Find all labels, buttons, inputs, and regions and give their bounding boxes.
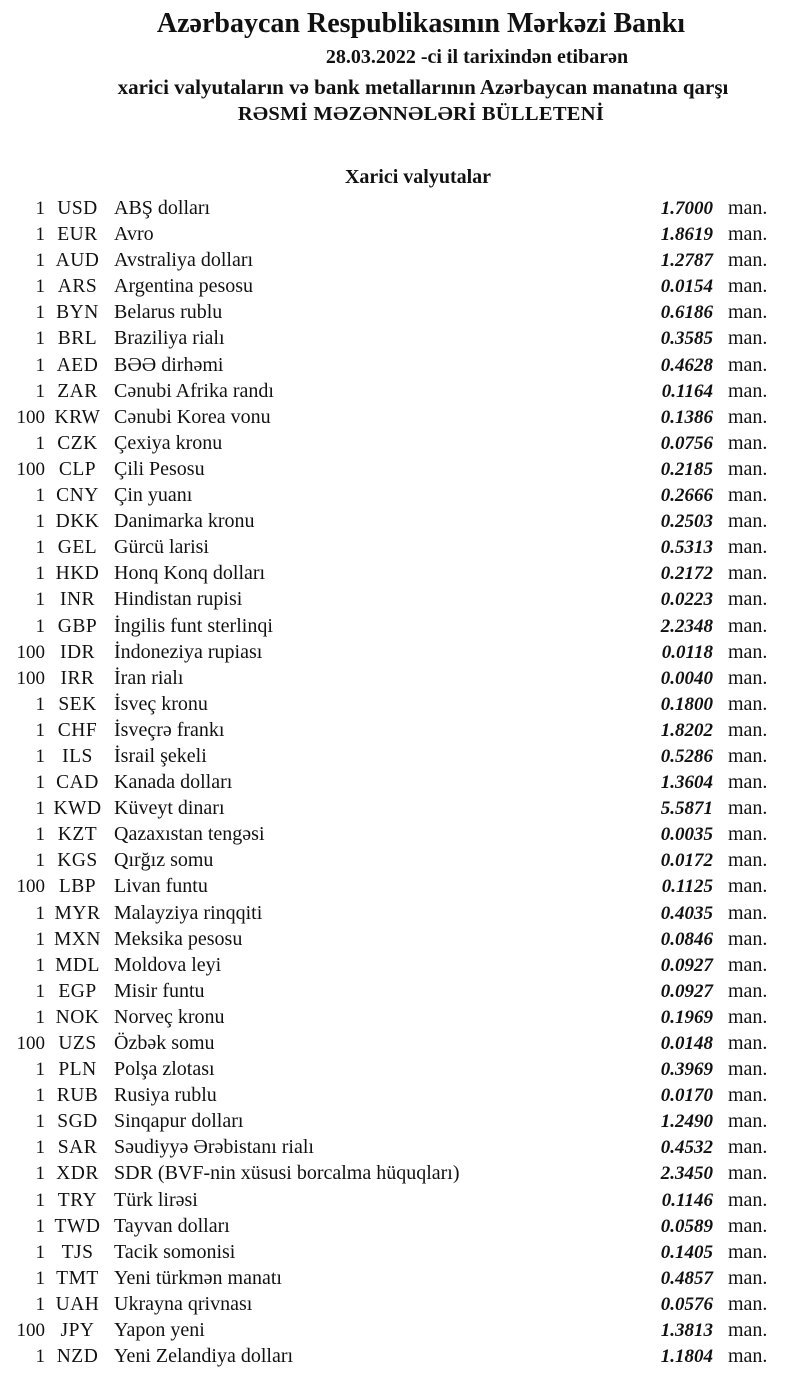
currency-name-cell: Qırğız somu xyxy=(114,849,214,872)
rate-value-cell: 0.1164 xyxy=(661,380,713,402)
manat-unit-cell: man. xyxy=(728,405,768,428)
exchange-rate-row xyxy=(0,1343,800,1369)
exchange-rate-row xyxy=(0,743,800,769)
exchange-rate-row xyxy=(0,795,800,821)
currency-code-cell: TMT xyxy=(56,1267,99,1289)
manat-unit-cell: man. xyxy=(728,640,768,663)
manat-unit-cell: man. xyxy=(728,1005,768,1028)
currency-name-cell: Çexiya kronu xyxy=(114,431,223,454)
bulletin-title: RƏSMİ MƏZƏNNƏLƏRİ BÜLLETENİ xyxy=(237,103,605,125)
currency-name-cell: Çin yuanı xyxy=(114,484,193,507)
currency-code-cell: ILS xyxy=(62,745,93,767)
quantity-cell: 1 xyxy=(35,276,45,298)
rate-value-cell: 1.3813 xyxy=(660,1320,713,1342)
quantity-cell: 1 xyxy=(35,1189,45,1211)
manat-unit-cell: man. xyxy=(728,536,768,559)
manat-unit-cell: man. xyxy=(728,484,768,507)
currency-code-cell: CHF xyxy=(57,719,98,741)
manat-unit-cell: man. xyxy=(728,1136,768,1159)
quantity-cell: 1 xyxy=(35,798,45,820)
manat-unit-cell: man. xyxy=(728,692,768,715)
exchange-rate-row xyxy=(0,195,800,221)
rate-value-cell: 0.1125 xyxy=(661,876,713,898)
currency-code-cell: CLP xyxy=(58,458,97,480)
rate-value-cell: 0.1405 xyxy=(660,1241,713,1263)
currency-name-cell: Çili Pesosu xyxy=(114,457,205,480)
currency-name-cell: Argentina pesosu xyxy=(114,275,254,298)
exchange-rate-row xyxy=(0,1265,800,1291)
currency-code-cell: KRW xyxy=(54,406,101,428)
exchange-rate-row xyxy=(0,900,800,926)
manat-unit-cell: man. xyxy=(728,249,768,272)
currency-name-cell: Tayvan dolları xyxy=(114,1214,230,1237)
currency-code-cell: LBP xyxy=(58,876,97,898)
manat-unit-cell: man. xyxy=(728,1266,768,1289)
manat-unit-cell: man. xyxy=(728,431,768,454)
currency-code-cell: TWD xyxy=(54,1215,101,1237)
currency-code-cell: SGD xyxy=(57,1111,98,1133)
currency-name-cell: Moldova leyi xyxy=(114,953,222,976)
rate-value-cell: 0.1800 xyxy=(660,693,713,715)
section-title-foreign-currencies: Xarici valyutalar xyxy=(344,166,492,188)
currency-code-cell: HKD xyxy=(55,563,100,585)
currency-code-cell: EGP xyxy=(58,980,97,1002)
manat-unit-cell: man. xyxy=(728,275,768,298)
exchange-rate-row xyxy=(0,482,800,508)
manat-unit-cell: man. xyxy=(728,1058,768,1081)
rate-value-cell: 1.2787 xyxy=(660,250,713,272)
manat-unit-cell: man. xyxy=(728,353,768,376)
rate-value-cell: 0.4035 xyxy=(660,902,713,924)
exchange-rate-row xyxy=(0,1239,800,1265)
quantity-cell: 1 xyxy=(35,1215,45,1237)
exchange-rate-row xyxy=(0,952,800,978)
currency-code-cell: TJS xyxy=(61,1241,94,1263)
currency-code-cell: SAR xyxy=(57,1137,98,1159)
currency-code-cell: NZD xyxy=(56,1346,99,1368)
rate-value-cell: 0.2666 xyxy=(660,485,713,507)
exchange-rate-row xyxy=(0,1056,800,1082)
currency-code-cell: KZT xyxy=(57,824,98,846)
rate-value-cell: 0.2172 xyxy=(660,563,713,585)
quantity-cell: 1 xyxy=(35,302,45,324)
currency-name-cell: İsrail şekeli xyxy=(114,744,207,767)
currency-code-cell: MXN xyxy=(53,928,101,950)
currency-name-cell: Polşa zlotası xyxy=(114,1058,215,1081)
rate-value-cell: 0.1146 xyxy=(661,1189,713,1211)
quantity-cell: 1 xyxy=(35,902,45,924)
exchange-rate-row xyxy=(0,639,800,665)
exchange-rate-row xyxy=(0,1030,800,1056)
currency-name-cell: Avstraliya dolları xyxy=(114,249,254,272)
quantity-cell: 1 xyxy=(35,432,45,454)
manat-unit-cell: man. xyxy=(728,849,768,872)
currency-name-cell: Honq Konq dolları xyxy=(114,562,266,585)
exchange-rate-row xyxy=(0,926,800,952)
currency-name-cell: Misir funtu xyxy=(114,979,205,1002)
rate-value-cell: 0.2503 xyxy=(660,511,713,533)
exchange-rate-row xyxy=(0,691,800,717)
currency-code-cell: BRL xyxy=(57,328,98,350)
rate-value-cell: 1.1804 xyxy=(660,1346,713,1368)
exchange-rate-row xyxy=(0,586,800,612)
currency-code-cell: TRY xyxy=(57,1189,98,1211)
currency-code-cell: PLN xyxy=(58,1059,97,1081)
currency-name-cell: İran rialı xyxy=(114,666,184,689)
rate-value-cell: 0.0040 xyxy=(660,667,713,689)
currency-code-cell: JPY xyxy=(60,1320,95,1342)
quantity-cell: 100 xyxy=(16,876,45,898)
manat-unit-cell: man. xyxy=(728,1162,768,1185)
rate-value-cell: 0.5286 xyxy=(660,745,713,767)
rate-value-cell: 1.2490 xyxy=(660,1111,713,1133)
exchange-rate-row xyxy=(0,1187,800,1213)
currency-name-cell: Qazaxıstan tengəsi xyxy=(114,823,265,846)
manat-unit-cell: man. xyxy=(728,927,768,950)
quantity-cell: 1 xyxy=(35,380,45,402)
currency-code-cell: AUD xyxy=(55,250,100,272)
currency-name-cell: İndoneziya rupiası xyxy=(114,640,263,663)
quantity-cell: 100 xyxy=(16,1320,45,1342)
currency-code-cell: CAD xyxy=(56,772,99,794)
rate-value-cell: 0.5313 xyxy=(660,537,713,559)
manat-unit-cell: man. xyxy=(728,823,768,846)
currency-name-cell: İsveçrə frankı xyxy=(114,718,225,741)
manat-unit-cell: man. xyxy=(728,457,768,480)
rate-value-cell: 0.0035 xyxy=(660,824,713,846)
exchange-rate-row xyxy=(0,560,800,586)
exchange-rate-row xyxy=(0,1082,800,1108)
currency-name-cell: ABŞ dolları xyxy=(114,197,211,219)
currency-code-cell: AED xyxy=(56,354,99,376)
currency-name-cell: İngilis funt sterlinqi xyxy=(114,614,273,637)
rate-value-cell: 0.4628 xyxy=(660,354,713,376)
manat-unit-cell: man. xyxy=(728,666,768,689)
currency-name-cell: Yapon yeni xyxy=(114,1319,205,1342)
rate-value-cell: 0.0170 xyxy=(660,1085,713,1107)
currency-code-cell: INR xyxy=(59,589,96,611)
currency-code-cell: UAH xyxy=(55,1293,100,1315)
quantity-cell: 1 xyxy=(35,537,45,559)
currency-name-cell: Meksika pesosu xyxy=(114,927,243,950)
quantity-cell: 1 xyxy=(35,693,45,715)
exchange-rate-row xyxy=(0,847,800,873)
effective-date-line: 28.03.2022 -ci il tarixindən etibarən xyxy=(325,46,629,68)
rate-value-cell: 0.3585 xyxy=(660,328,713,350)
manat-unit-cell: man. xyxy=(728,588,768,611)
quantity-cell: 100 xyxy=(16,1033,45,1054)
rate-value-cell: 0.4532 xyxy=(660,1137,713,1159)
exchange-rate-row xyxy=(0,325,800,351)
currency-name-cell: Avro xyxy=(114,223,154,246)
exchange-rate-row xyxy=(0,456,800,482)
quantity-cell: 1 xyxy=(35,615,45,637)
currency-code-cell: UZS xyxy=(58,1033,97,1054)
quantity-cell: 1 xyxy=(35,772,45,794)
currency-code-cell: IDR xyxy=(59,641,96,663)
manat-unit-cell: man. xyxy=(728,562,768,585)
currency-code-cell: CZK xyxy=(57,432,98,454)
quantity-cell: 1 xyxy=(35,354,45,376)
currency-code-cell: KGS xyxy=(57,850,98,872)
currency-name-cell: Danimarka kronu xyxy=(114,510,255,533)
currency-code-cell: KWD xyxy=(53,798,102,820)
quantity-cell: 1 xyxy=(35,328,45,350)
exchange-rate-row xyxy=(0,299,800,325)
exchange-rate-row xyxy=(0,1291,800,1317)
quantity-cell: 1 xyxy=(35,719,45,741)
currency-code-cell: GBP xyxy=(57,615,98,637)
bank-name-title: Azərbaycan Respublikasının Mərkəzi Bankı xyxy=(156,8,686,39)
rate-value-cell: 0.0846 xyxy=(660,928,713,950)
rate-value-cell: 0.0154 xyxy=(660,276,713,298)
currency-code-cell: GEL xyxy=(57,537,98,559)
currency-name-cell: Malayziya rinqqiti xyxy=(114,901,263,924)
rate-value-cell: 0.0148 xyxy=(660,1033,713,1054)
quantity-cell: 100 xyxy=(16,458,45,480)
quantity-cell: 1 xyxy=(35,198,45,219)
rate-value-cell: 0.1969 xyxy=(660,1006,713,1028)
rate-value-cell: 2.2348 xyxy=(660,615,713,637)
exchange-rate-row xyxy=(0,1134,800,1160)
manat-unit-cell: man. xyxy=(728,1084,768,1107)
currency-name-cell: Braziliya rialı xyxy=(114,327,225,350)
currency-name-cell: Türk lirəsi xyxy=(114,1188,198,1211)
exchange-rate-row xyxy=(0,717,800,743)
rate-value-cell: 0.4857 xyxy=(660,1267,713,1289)
currency-code-cell: SEK xyxy=(58,693,97,715)
currency-name-cell: Sinqapur dolları xyxy=(114,1110,244,1133)
currency-code-cell: USD xyxy=(57,198,98,219)
exchange-rate-row xyxy=(0,430,800,456)
rate-value-cell: 1.8619 xyxy=(660,224,713,246)
exchange-rate-row xyxy=(0,821,800,847)
quantity-cell: 1 xyxy=(35,511,45,533)
currency-code-cell: CNY xyxy=(56,485,99,507)
rate-value-cell: 1.3604 xyxy=(660,772,713,794)
bulletin-subtitle: xarici valyutaların və bank metallarının Azərbaycan manatına qarşı xyxy=(117,75,729,99)
quantity-cell: 1 xyxy=(35,1267,45,1289)
rate-value-cell: 0.0927 xyxy=(660,980,713,1002)
quantity-cell: 1 xyxy=(35,1085,45,1107)
rate-value-cell: 0.3969 xyxy=(660,1059,713,1081)
rate-value-cell: 0.0118 xyxy=(661,641,713,663)
manat-unit-cell: man. xyxy=(728,718,768,741)
currency-name-cell: Rusiya rublu xyxy=(114,1084,217,1107)
manat-unit-cell: man. xyxy=(728,223,768,246)
currency-name-cell: Kanada dolları xyxy=(114,771,233,794)
quantity-cell: 1 xyxy=(35,1346,45,1368)
exchange-rate-row xyxy=(0,508,800,534)
rate-value-cell: 0.6186 xyxy=(660,302,713,324)
currency-name-cell: Özbək somu xyxy=(114,1032,215,1054)
manat-unit-cell: man. xyxy=(728,771,768,794)
rate-value-cell: 0.0756 xyxy=(660,432,713,454)
exchange-rate-row xyxy=(0,1213,800,1239)
quantity-cell: 1 xyxy=(35,850,45,872)
quantity-cell: 1 xyxy=(35,954,45,976)
exchange-rates-table xyxy=(0,195,800,1369)
rate-value-cell: 0.0927 xyxy=(660,954,713,976)
currency-name-cell: Gürcü larisi xyxy=(114,536,209,559)
exchange-rate-row xyxy=(0,769,800,795)
manat-unit-cell: man. xyxy=(728,875,768,898)
manat-unit-cell: man. xyxy=(728,1292,768,1315)
quantity-cell: 1 xyxy=(35,824,45,846)
manat-unit-cell: man. xyxy=(728,953,768,976)
manat-unit-cell: man. xyxy=(728,510,768,533)
currency-code-cell: EUR xyxy=(57,224,98,246)
exchange-rate-row xyxy=(0,247,800,273)
exchange-rate-row xyxy=(0,978,800,1004)
exchange-rate-row xyxy=(0,352,800,378)
currency-name-cell: Norveç kronu xyxy=(114,1005,225,1028)
currency-code-cell: IRR xyxy=(60,667,95,689)
quantity-cell: 100 xyxy=(16,667,45,689)
manat-unit-cell: man. xyxy=(728,1110,768,1133)
currency-name-cell: Səudiyyə Ərəbistanı rialı xyxy=(114,1136,314,1159)
quantity-cell: 1 xyxy=(35,928,45,950)
exchange-rate-row xyxy=(0,613,800,639)
rate-value-cell: 5.5871 xyxy=(660,798,713,820)
manat-unit-cell: man. xyxy=(728,1188,768,1211)
exchange-rate-row xyxy=(0,665,800,691)
currency-name-cell: Livan funtu xyxy=(114,875,208,898)
manat-unit-cell: man. xyxy=(728,301,768,324)
manat-unit-cell: man. xyxy=(728,614,768,637)
currency-code-cell: NOK xyxy=(55,1006,100,1028)
currency-name-cell: SDR (BVF-nin xüsusi borcalma hüquqları) xyxy=(114,1162,460,1185)
currency-code-cell: RUB xyxy=(56,1085,99,1107)
manat-unit-cell: man. xyxy=(728,1240,768,1263)
currency-name-cell: BƏƏ dirhəmi xyxy=(114,353,224,376)
rate-value-cell: 0.1386 xyxy=(660,406,713,428)
exchange-rate-row xyxy=(0,1004,800,1030)
quantity-cell: 1 xyxy=(35,1293,45,1315)
manat-unit-cell: man. xyxy=(728,979,768,1002)
currency-name-cell: Yeni türkmən manatı xyxy=(114,1266,282,1289)
exchange-rate-row xyxy=(0,221,800,247)
quantity-cell: 1 xyxy=(35,1111,45,1133)
quantity-cell: 100 xyxy=(16,641,45,663)
exchange-rate-row xyxy=(0,1160,800,1186)
currency-name-cell: Cənubi Afrika randı xyxy=(114,379,274,402)
quantity-cell: 1 xyxy=(35,485,45,507)
quantity-cell: 1 xyxy=(35,1137,45,1159)
manat-unit-cell: man. xyxy=(728,797,768,820)
manat-unit-cell: man. xyxy=(728,1345,768,1368)
rate-value-cell: 0.2185 xyxy=(660,458,713,480)
currency-code-cell: XDR xyxy=(56,1163,99,1185)
quantity-cell: 1 xyxy=(35,1241,45,1263)
quantity-cell: 1 xyxy=(35,980,45,1002)
currency-code-cell: BYN xyxy=(56,302,99,324)
quantity-cell: 1 xyxy=(35,1163,45,1185)
quantity-cell: 1 xyxy=(35,1006,45,1028)
quantity-cell: 1 xyxy=(35,745,45,767)
currency-name-cell: Ukrayna qrivnası xyxy=(114,1292,253,1315)
rate-value-cell: 1.7000 xyxy=(660,198,713,219)
rate-value-cell: 2.3450 xyxy=(660,1163,713,1185)
quantity-cell: 1 xyxy=(35,250,45,272)
rate-value-cell: 0.0172 xyxy=(660,850,713,872)
currency-name-cell: Tacik somonisi xyxy=(114,1240,236,1263)
manat-unit-cell: man. xyxy=(728,1319,768,1342)
currency-name-cell: Küveyt dinarı xyxy=(114,797,225,820)
rate-value-cell: 0.0223 xyxy=(660,589,713,611)
exchange-rate-row xyxy=(0,378,800,404)
currency-code-cell: MDL xyxy=(55,954,100,976)
manat-unit-cell: man. xyxy=(728,901,768,924)
exchange-rate-row xyxy=(0,404,800,430)
exchange-rate-row xyxy=(0,1108,800,1134)
rate-value-cell: 1.8202 xyxy=(660,719,713,741)
rate-value-cell: 0.0576 xyxy=(660,1293,713,1315)
quantity-cell: 1 xyxy=(35,589,45,611)
exchange-rate-row xyxy=(0,873,800,899)
exchange-rate-row xyxy=(0,1317,800,1343)
exchange-rate-row xyxy=(0,534,800,560)
quantity-cell: 100 xyxy=(16,406,45,428)
currency-name-cell: İsveç kronu xyxy=(114,692,208,715)
rate-value-cell: 0.0589 xyxy=(660,1215,713,1237)
currency-code-cell: ZAR xyxy=(57,380,98,402)
manat-unit-cell: man. xyxy=(728,1214,768,1237)
manat-unit-cell: man. xyxy=(728,197,768,219)
currency-code-cell: ARS xyxy=(57,276,98,298)
currency-name-cell: Cənubi Korea vonu xyxy=(114,405,271,428)
manat-unit-cell: man. xyxy=(728,744,768,767)
quantity-cell: 1 xyxy=(35,1059,45,1081)
quantity-cell: 1 xyxy=(35,563,45,585)
manat-unit-cell: man. xyxy=(728,1032,768,1054)
currency-name-cell: Yeni Zelandiya dolları xyxy=(114,1345,294,1368)
currency-name-cell: Belarus rublu xyxy=(114,301,223,324)
manat-unit-cell: man. xyxy=(728,327,768,350)
quantity-cell: 1 xyxy=(35,224,45,246)
manat-unit-cell: man. xyxy=(728,379,768,402)
currency-code-cell: MYR xyxy=(54,902,101,924)
currency-name-cell: Hindistan rupisi xyxy=(114,588,243,611)
currency-code-cell: DKK xyxy=(55,511,100,533)
exchange-rate-row xyxy=(0,273,800,299)
